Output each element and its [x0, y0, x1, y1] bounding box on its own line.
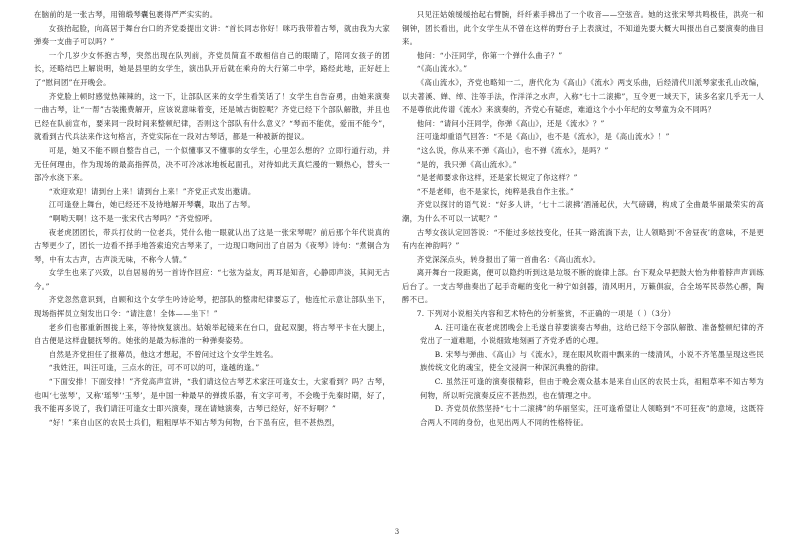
paragraph: 在脑前的是一张古琴，用锦缎琴囊包裹得严严实实的。: [34, 10, 218, 19]
right-passage: [402, 8, 764, 307]
paragraph: 齐党脸上顿时感觉热辣辣的，这一下，让部队区来的女学生看笑话了！女学生自告奋勇，由她来演奏一曲古琴，让“一帮”古装搬费解开，应该说意味着变，还是城古街腔呢？齐党已经下个部队解散，并且也已经在队前宣布，要来同一段时间来整顿纪律，否则这个部队有什么意义？“琴而不能优，爱而不能今”，就看到古代兵法来作这句格言，齐党实际在一段对古琴话，都是一种被新的提议。: [34, 91, 390, 142]
paragraph: “啊哟天啊！这不是一张宋代古琴吗？”齐党惊呼。: [48, 213, 218, 223]
paragraph: 他问：“小汪同学，你第一个弹什么曲子？”: [416, 50, 563, 60]
paragraph: “是老师要求你这样，还是家长规定了你这样？”: [416, 173, 578, 183]
question-stem: 7. 下列对小说相关内容和艺术特色的分析鉴赏，不正确的一项是（ ）（3分）: [416, 309, 676, 319]
paragraph: 一个几岁少女怀抱古琴，突然出现在队列前，齐党员简直不敢相信自己的眼睛了，陪同女孩子的团长，还略结巴上解说明，她是县里的女学生，演出队开后就在乘舟的大行第二中学，路经此地，正好赶上了“慰问团”在开晚会。: [34, 50, 390, 87]
paragraph: 齐党忽然意识到，自顾和这个女学生吟诗论琴，把部队的整肃纪律要忘了，他连忙示意让部队坐下，现场指挥员立刻发出口令：“请注意！全体——坐下！”: [34, 295, 390, 319]
page-number: 3: [394, 528, 400, 536]
paragraph: “我姓汪，叫汪可逢，三点水的汪，可不可以的可，逢越的逢。”: [48, 363, 260, 373]
paragraph: 江可逢登上舞台，她已经还不及待地解开琴囊，取出了古琴。: [48, 200, 256, 210]
paragraph: 自然是齐党担任了报幕员，他这才想起，不曾问过这个女学生姓名。: [48, 349, 279, 359]
answer-option: B. 宋琴与弹曲、《高山》与《流水》，现在眼风吹雨中飘来的一缕清风，小说不齐笔墨呈现这些民族传统文化的魂宝，使全文浸润一种深沉典雅的韵律。: [420, 349, 764, 373]
paragraph: 夜老虎团团长，带兵打仗的一位老兵，凭什么他一眼就认出了这是一张宋琴呢？前后那个年代说真的古琴更少了，团长一边看不择手地答索追究古琴来了，一边现口吻问出了自居为《夜琴》诗句：“煮铜合为琴，中有太古声，古声淡无味，不称今人情。”: [34, 227, 390, 264]
paragraph: “下面安排！下面安排！”齐党高声宣讲，“我们请这位古琴艺术家汪可逢女士，大家看到？吗？古琴，也叫‘七弦琴’，又称‘瑶琴’‘玉琴’，是中国一种最早的弹拨乐器，有文字可考，不会晚于先秦时期，好了，我不能再多说了，我们请汪可逢女士即兴演奏，现在请她演奏，古琴已经好，好不好啊？”: [34, 377, 390, 414]
paragraph: 只见汪姑娘缓缓抬起右臂腕，纤纤素手拂出了一个收音——空弦音。她的这张宋琴共鸣极佳，洪亮一和铜钟，团长看出，此个女学生从不曾在这样的野台子上表演过，不知道先要大概大叫报出自己要演奏的曲目来。: [402, 10, 764, 47]
paragraph: 齐党以探讨的语气说：“好多人讲，‘七十二滚拂’酒涌起伏，大气磅礴，构成了全曲最华丽最荣实的高潮，为什么不可以一试呢？”: [402, 200, 764, 223]
answer-option: A. 汪可逢在夜老虎团晚会上毛遂自荐要演奏古琴曲，这给已经下令部队解散、准备整顿纪律的齐党出了一道难题，小说细致地刻画了齐党矛盾的心理。: [420, 322, 764, 346]
paragraph: “是的，我只弹《高山流水》。”: [416, 159, 517, 169]
paragraph: 可是，她又不能不顾自整告自己，一个似懂事又不懂事的女学生，心里怎么想的？立即行道行动，并无任何理由，作为现场的最高指挥员，决不可冷冰冰地板起面孔，对待如此天真烂漫的一颗热心，替头一部冷水浇下来。: [34, 145, 390, 183]
question-block: [402, 307, 764, 429]
answer-option: C. 虽然汪可逢的演奏很精彩，但由于晚会观众基本是来自山区的农民士兵，祖粗草率不知古琴为何物，所以听完演奏反应不甚热烈，也在情理之中。: [420, 377, 764, 400]
paragraph: “好！”来自山区的农民士兵们，粗粗厚毕不知古琴为何物，台下虽有应，但不甚热烈，: [48, 417, 340, 427]
question-options: [402, 321, 764, 430]
paragraph: 他问：“请问小汪同学，你弹《高山》，还是《流水》？”: [416, 118, 605, 128]
paragraph: “这么说，你从来不弹《高山》，也不弹《流水》，是吗？”: [416, 145, 609, 155]
paragraph: “欢迎欢迎！请到台上来！请到台上来！”齐党正式发出邀请。: [48, 186, 256, 196]
paragraph: “不是老师，也不是家长，纯粹是我自作主张。”: [416, 186, 574, 196]
left-text-column: [34, 8, 390, 524]
paragraph: 齐党深深点头，转身报出了第一首曲名：《高山流水》。: [416, 254, 601, 264]
paragraph: 《高山流水》，齐党也略知一二，唐代化为《高山》《流水》两支乐曲，后经清代川派琴家张孔山改编，以夫著溪、婵、绰、注等手法，作洋洋之水声，入称“七十二滚拂”，互令更一域天下，读多名家几乎无一人不是尊依此传谱《流水》来演奏的，齐党心有疑虑，难道这个小小年纪的女琴童为众不同吗？: [402, 77, 764, 115]
paragraph: 老乡们也都重新围拢上来，等待恢复演出。姑娘举起镜来在台口，盘起双腿，将古琴平卡在大腿上，自古便是这样盘腿抚琴的。她张的是最为标准的一种弹奏姿势。: [34, 322, 390, 346]
paragraph: 女孩抬起脸，向高居于舞台台口的齐党委提出文讲：“首长同志你好！咪巧我带着古琴，就由我为大家弹奏一支曲子可以吗？”: [34, 23, 390, 47]
answer-option: D. 齐党员依然坚持“七十二滚拂”的华丽坚实，汪可逢希望让人领略到“不可狂夜”的意境，这既符合两人不同的身份，也见出两人不同的性格特征。: [420, 404, 764, 427]
paragraph: 古琴女孩认定回答说：“不能过多炫技变化，任其一路流淌下去，让人领略到‘不舍昼夜’的意味，不是更有内在神韵吗？”: [402, 227, 764, 251]
paragraph: 离开舞台一段距离，便可以隐约听到这是垃圾不断的旋律上部。台下观众早把鼓大怡为伸着脖声声训练后台了。一支古琴曲奏出了起手奇崛的变化一种宁如剑器，清风明月，万籁俱寂，合全场军民恭然心醉，陶醉不已。: [402, 268, 764, 305]
right-text-column: [402, 8, 764, 524]
paragraph: 女学生也来了兴致，以自居易的另一首诗作回应：“七弦为益友，两耳是知音，心静即声淡，其间无古今。”: [34, 268, 390, 291]
paragraph: 汪可逢却重语气回答：“不是《高山》，也不是《流水》，是《高山流水》！”: [416, 132, 670, 142]
paragraph: “《高山流水》。”: [416, 64, 468, 74]
